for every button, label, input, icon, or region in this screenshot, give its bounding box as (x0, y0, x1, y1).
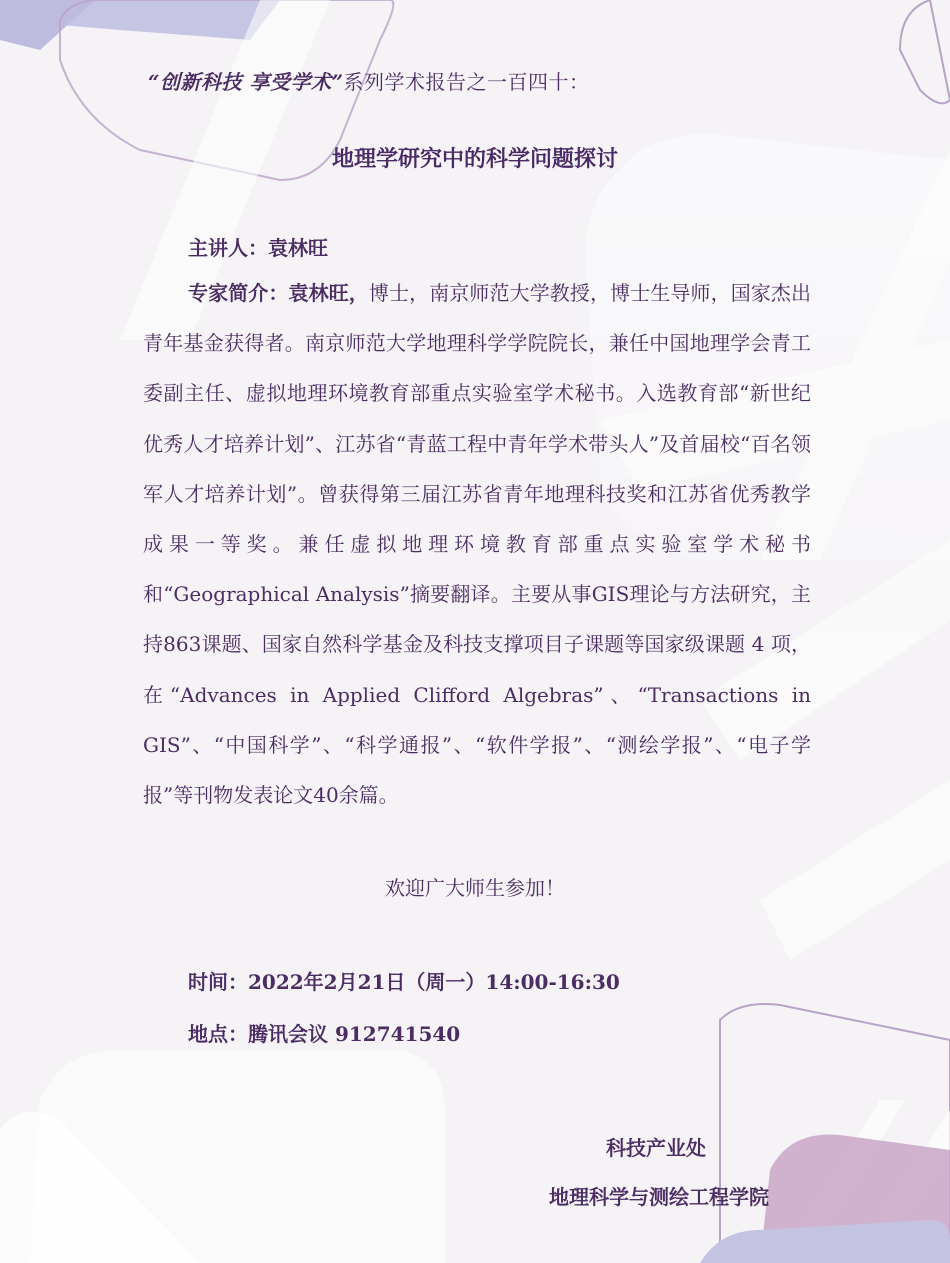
event-time: 时间：2022年2月21日（周一）14:00-16:30 (188, 970, 620, 994)
page-title: 地理学研究中的科学问题探讨 (331, 146, 618, 172)
bio-text: 博士，南京师范大学教授，博士生导师，国家杰出青年基金获得者。南京师范大学地理科学学院院长，兼任中国地理学会青工委副主任、虚拟地理环境教育部重点实验室学术秘书。入选教育部“新世纪优秀人才培养计划”、江苏省“青蓝工程中青年学术带头人”及首届校“百名领军人才培养计划”。曾获得第三届江苏省青年地理科技奖和江苏省优秀教学成果一等奖。兼任虚拟地理环境教育部重点实验室学术秘书和“Geographical Analysis”摘要翻译。主要从事GIS理论与方法研究，主持863课题、国家自然科学基金及科技支撑项目子课题等国家级课题 4 项，在“Advances in Applied Clifford Algebras”、“Transactions in GIS”、“中国科学”、“科学通报”、“软件学报”、“测绘学报”、“电子学报”等刊物发表论文40余篇。 (143, 281, 812, 808)
event-location: 地点：腾讯会议 912741540 (188, 1022, 461, 1046)
speaker-label: 主讲人： (188, 236, 268, 260)
organizer-1: 科技产业处 (606, 1136, 706, 1160)
bio-label: 专家简介： (188, 281, 289, 305)
speaker-name: 袁林旺 (268, 236, 328, 260)
speaker-line (188, 232, 328, 261)
organizer-2: 地理科学与测绘工程学院 (549, 1185, 769, 1209)
welcome-text: 欢迎广大师生参加！ (385, 876, 565, 900)
series-subtitle: 系列学术报告之一百四十： (343, 70, 590, 94)
series-heading (148, 66, 589, 95)
series-quote: “创新科技 享受学术” (148, 70, 344, 94)
speaker-bio (143, 268, 811, 820)
bio-name: 袁林旺， (288, 281, 369, 305)
